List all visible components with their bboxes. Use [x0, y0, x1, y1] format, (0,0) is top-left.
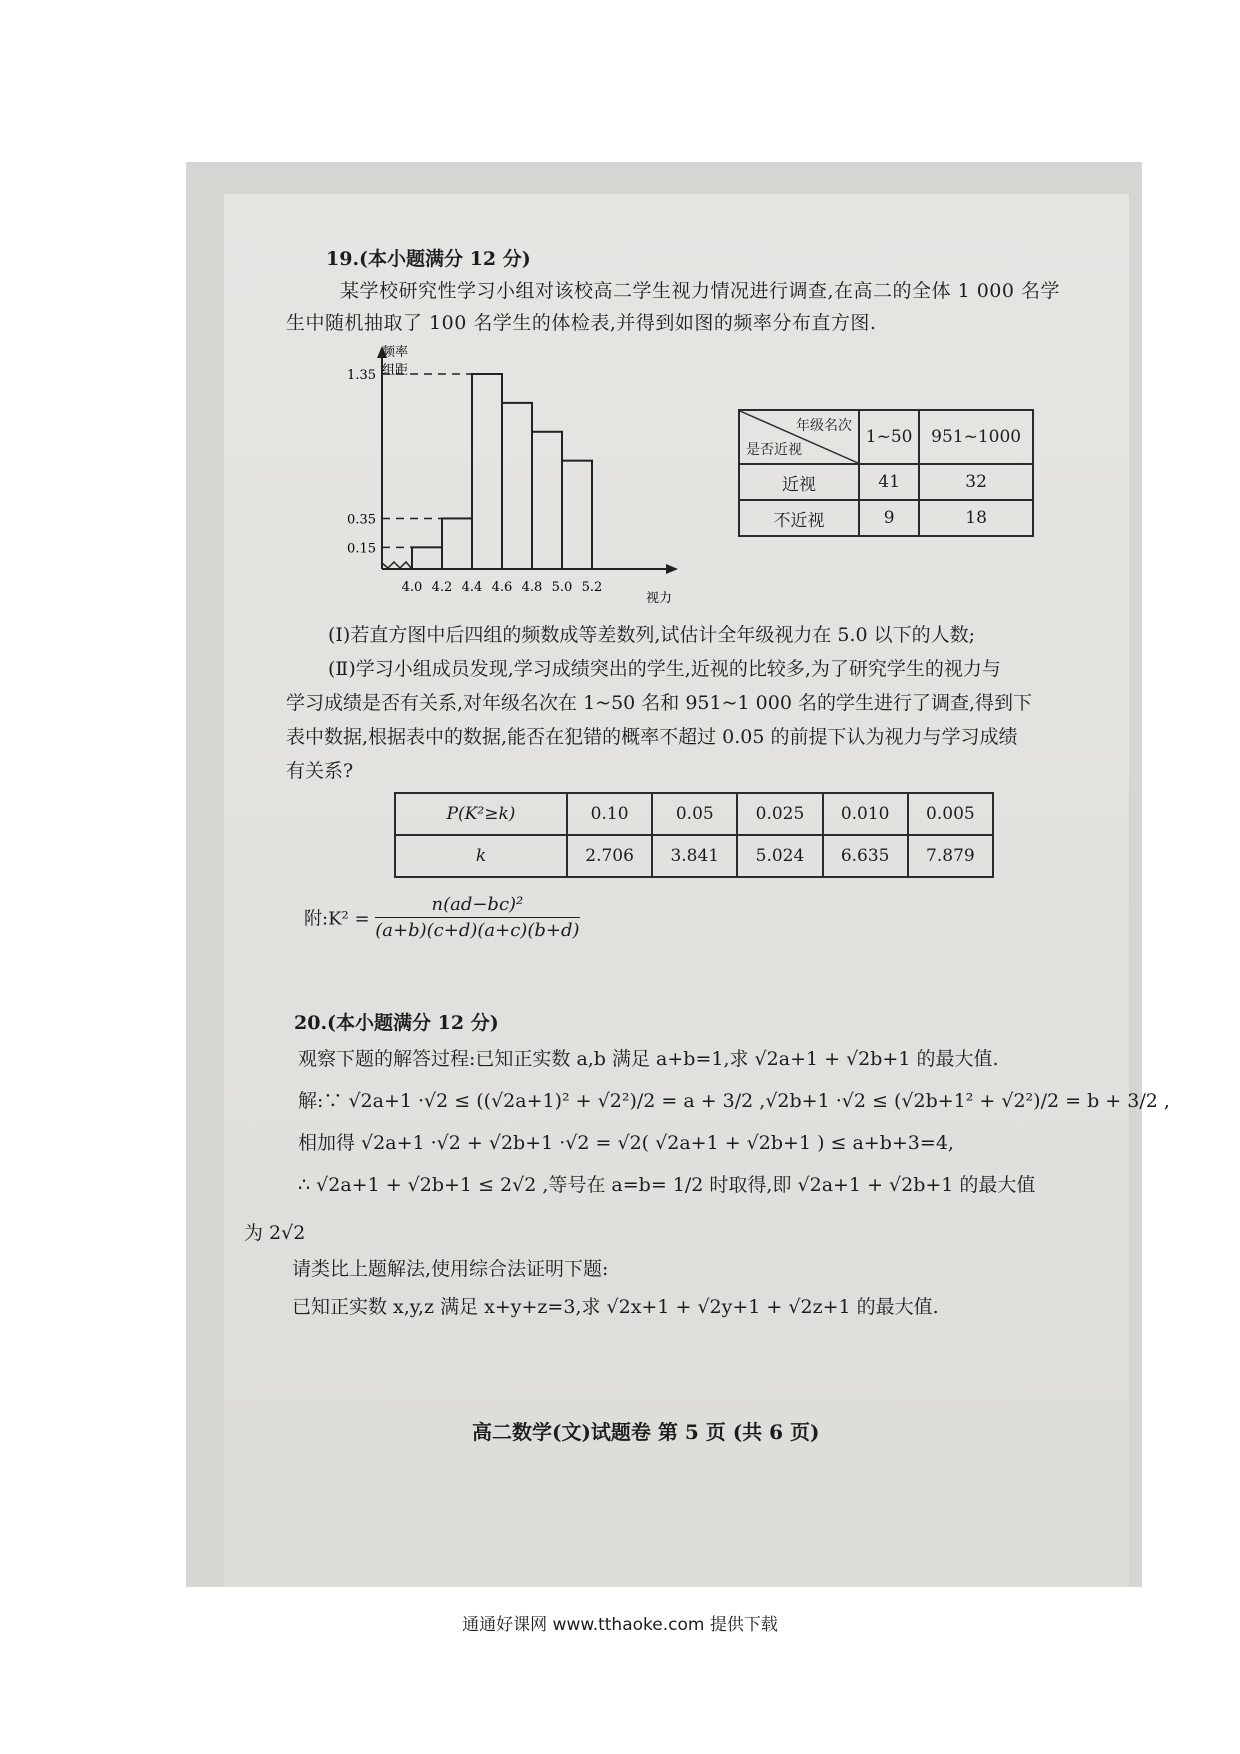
q19-intro-line1: 某学校研究性学习小组对该校高二学生视力情况进行调查,在高二的全体 1 000 名学	[340, 280, 1061, 302]
q20-line5: 为 2√2	[244, 1222, 306, 1244]
table1-row-label: 不近视	[739, 500, 859, 536]
axis-break	[382, 562, 412, 569]
table2-cell: 0.05	[652, 793, 737, 835]
table1-cell: 18	[919, 500, 1033, 536]
table2-cell: 6.635	[823, 835, 908, 877]
table2-cell: 5.024	[737, 835, 822, 877]
q20-line2: 解:∵ √2a+1 ·√2 ≤ ((√2a+1)² + √2²)/2 = a + 3/2 ,√2b+1 ·√2 ≤ (√2b+1² + √2²)/2 = b + 3/2 ,	[298, 1090, 1170, 1112]
q20-line4: ∴ √2a+1 + √2b+1 ≤ 2√2 ,等号在 a=b= 1/2 时取得,即 √2a+1 + √2b+1 的最大值	[298, 1174, 1036, 1196]
q20-line6: 请类比上题解法,使用综合法证明下题:	[292, 1258, 609, 1280]
formula-numerator: n(ad−bc)²	[375, 894, 579, 918]
q20-header: 20.(本小题满分 12 分)	[294, 1012, 499, 1034]
formula-prefix: 附:K² =	[304, 908, 370, 930]
table2-row2-label: k	[395, 835, 567, 877]
y-tick-label: 0.15	[347, 541, 376, 557]
table1-cell: 41	[859, 464, 919, 500]
q20-line7: 已知正实数 x,y,z 满足 x+y+z=3,求 √2x+1 + √2y+1 + √2z+1 的最大值.	[292, 1296, 939, 1318]
q19-part2-line2: 学习成绩是否有关系,对年级名次在 1~50 名和 951~1 000 名的学生进行了调查,得到下	[286, 692, 1033, 714]
x-tick-label: 4.2	[431, 580, 453, 595]
q19-part2-line1: (Ⅱ)学习小组成员发现,学习成绩突出的学生,近视的比较多,为了研究学生的视力与	[328, 658, 1001, 680]
q19-part1: (Ⅰ)若直方图中后四组的频数成等差数列,试估计全年级视力在 5.0 以下的人数;	[328, 624, 976, 646]
q19-part2-line3: 表中数据,根据表中的数据,能否在犯错的概率不超过 0.05 的前提下认为视力与学习成绩	[286, 726, 1018, 748]
q19-header: 19.(本小题满分 12 分)	[326, 248, 531, 270]
x-tick-label: 5.0	[551, 580, 573, 595]
table1-row-label: 近视	[739, 464, 859, 500]
x-tick-label: 4.8	[521, 580, 543, 595]
q19-part2-line4: 有关系?	[286, 760, 354, 782]
formula-denominator: (a+b)(c+d)(a+c)(b+d)	[375, 920, 580, 941]
histogram-bar	[502, 403, 532, 569]
frequency-histogram	[347, 344, 684, 614]
formula-fraction	[375, 894, 579, 941]
x-tick-label: 4.4	[461, 580, 483, 595]
ylabel-bottom: 组距	[382, 363, 409, 378]
histogram-bar	[412, 547, 442, 569]
table1-cell: 32	[919, 464, 1033, 500]
table2-cell: 0.010	[823, 793, 908, 835]
table1-corner-top: 年级名次	[796, 418, 852, 434]
table2-cell: 0.10	[567, 793, 652, 835]
table1-corner-cell	[739, 410, 859, 464]
histogram-bar	[472, 374, 502, 569]
table2-cell: 2.706	[567, 835, 652, 877]
q19-intro-line2: 生中随机抽取了 100 名学生的体检表,并得到如图的频率分布直方图.	[286, 312, 877, 334]
exam-sheet	[224, 194, 1170, 1587]
table1-col1-header: 1~50	[859, 410, 919, 464]
xlabel: 视力	[646, 591, 673, 606]
table1-corner-bottom: 是否近视	[746, 442, 802, 458]
table2-cell: 0.025	[737, 793, 822, 835]
histogram-bar	[442, 518, 472, 569]
table2-row1-label: P(K²≥k)	[395, 793, 567, 835]
x-axis-arrow	[666, 564, 678, 574]
k-squared-formula	[304, 894, 580, 941]
table1-col2-header: 951~1000	[919, 410, 1033, 464]
table1-cell: 9	[859, 500, 919, 536]
histogram-bar	[532, 432, 562, 569]
myopia-table	[738, 409, 1034, 537]
histogram-bar	[562, 461, 592, 569]
table2-cell: 0.005	[908, 793, 993, 835]
page-footer: 高二数学(文)试题卷 第 5 页 (共 6 页)	[472, 1420, 820, 1444]
x-tick-label: 5.2	[581, 580, 603, 595]
y-tick-label: 1.35	[347, 368, 376, 383]
table2-cell: 3.841	[652, 835, 737, 877]
x-tick-label: 4.6	[491, 580, 513, 595]
download-note: 通通好课网 www.tthaoke.com 提供下载	[462, 1615, 778, 1635]
q20-line3: 相加得 √2a+1 ·√2 + √2b+1 ·√2 = √2( √2a+1 + √2b+1 ) ≤ a+b+3=4,	[298, 1132, 954, 1154]
scanned-photo	[186, 162, 1170, 1587]
y-tick-label: 0.35	[347, 512, 376, 528]
table2-cell: 7.879	[908, 835, 993, 877]
critical-value-table	[394, 792, 994, 878]
ylabel-top: 频率	[382, 345, 409, 360]
q20-line1: 观察下题的解答过程:已知正实数 a,b 满足 a+b=1,求 √2a+1 + √2b+1 的最大值.	[298, 1048, 999, 1070]
x-tick-label: 4.0	[401, 580, 423, 595]
